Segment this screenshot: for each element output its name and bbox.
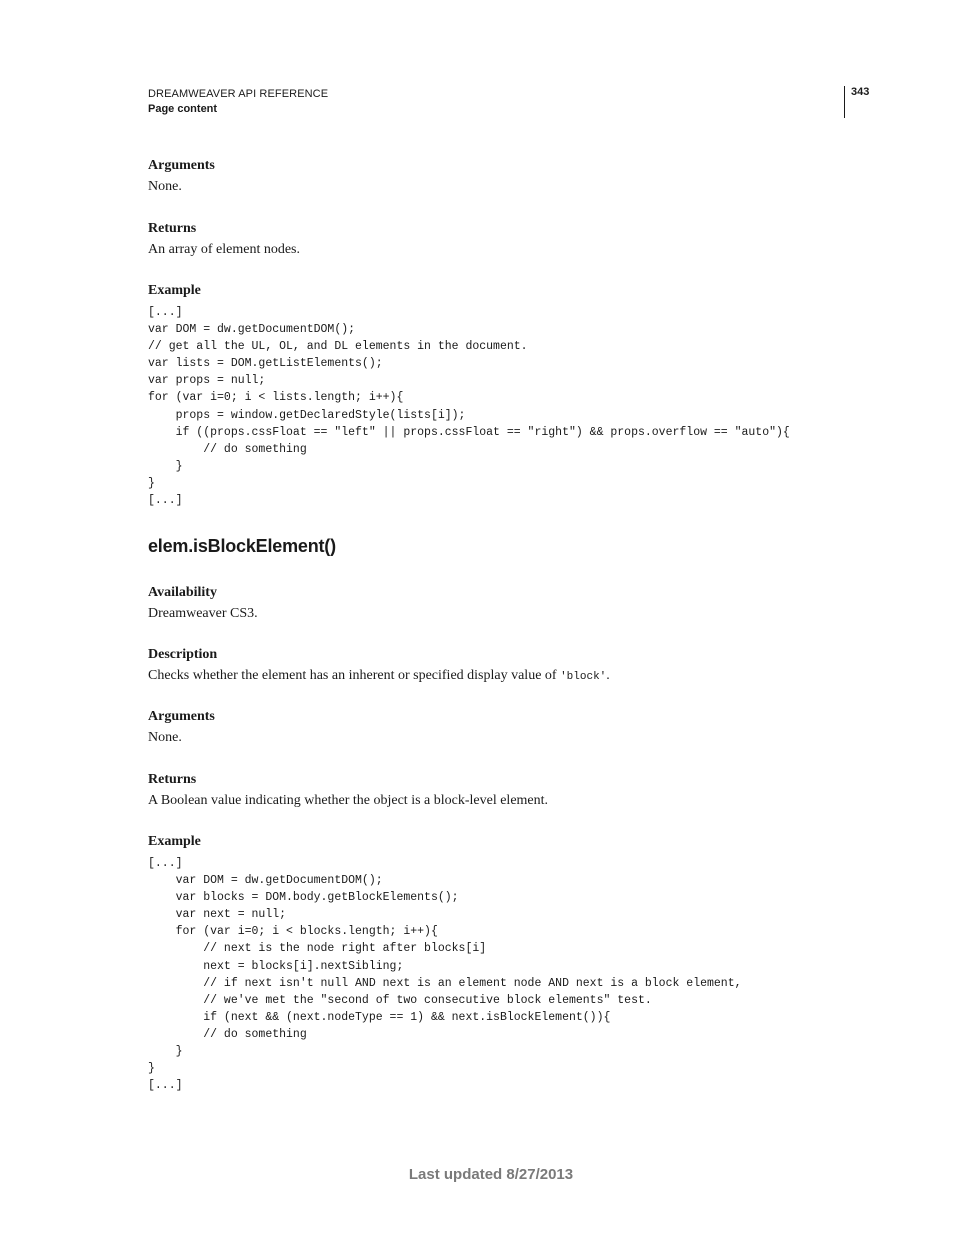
arguments-text: None.	[148, 730, 182, 745]
example-heading: Example	[148, 834, 201, 849]
arguments-heading: Arguments	[148, 158, 215, 173]
example-code-block: [...] var DOM = dw.getDocumentDOM(); // get all the UL, OL, and DL elements in the document. var lists = DOM.getListElements(); var props = null; for (var i=0; i < lists.length; i++){ props = window.getDeclaredStyle(lists[i]); if ((props.cssFloat == "left" || props.cssFloat == "right") && props.overflow == "auto"){ // do something } } [...]	[148, 306, 790, 508]
description-heading: Description	[148, 647, 218, 662]
description-paragraph	[148, 668, 610, 684]
arguments-text: None.	[148, 179, 182, 194]
example-code-block: [...] var DOM = dw.getDocumentDOM(); var blocks = DOM.body.getBlockElements(); var next = null; for (var i=0; i < blocks.length; i++){ // next is the node right after blocks[i] next = blocks[i].nextSibling; // if next isn't null AND next is an element node AND next is a block element, // we've met the "second of two consecutive block elements" test. if (next && (next.nodeType == 1) && next.isBlockElement()){ // do something } } [...]	[148, 857, 742, 1093]
returns-text: An array of element nodes.	[148, 242, 300, 257]
returns-heading: Returns	[148, 221, 197, 236]
header-title: DREAMWEAVER API REFERENCE	[148, 88, 329, 100]
footer-last-updated: Last updated 8/27/2013	[408, 1166, 574, 1183]
entry-title: elem.isBlockElement()	[148, 536, 336, 556]
header-divider	[844, 86, 845, 118]
description-text: Checks whether the element has an inherent or specified display value of	[148, 668, 561, 683]
returns-heading: Returns	[148, 772, 197, 787]
availability-text: Dreamweaver CS3.	[148, 606, 258, 621]
description-end: .	[606, 668, 610, 683]
header-subtitle: Page content	[148, 103, 218, 115]
arguments-heading: Arguments	[148, 709, 215, 724]
availability-heading: Availability	[148, 585, 217, 600]
returns-text: A Boolean value indicating whether the object is a block-level element.	[148, 793, 549, 808]
page-number: 343	[851, 86, 870, 98]
example-heading: Example	[148, 283, 201, 298]
description-inline-code: 'block'	[560, 671, 607, 683]
